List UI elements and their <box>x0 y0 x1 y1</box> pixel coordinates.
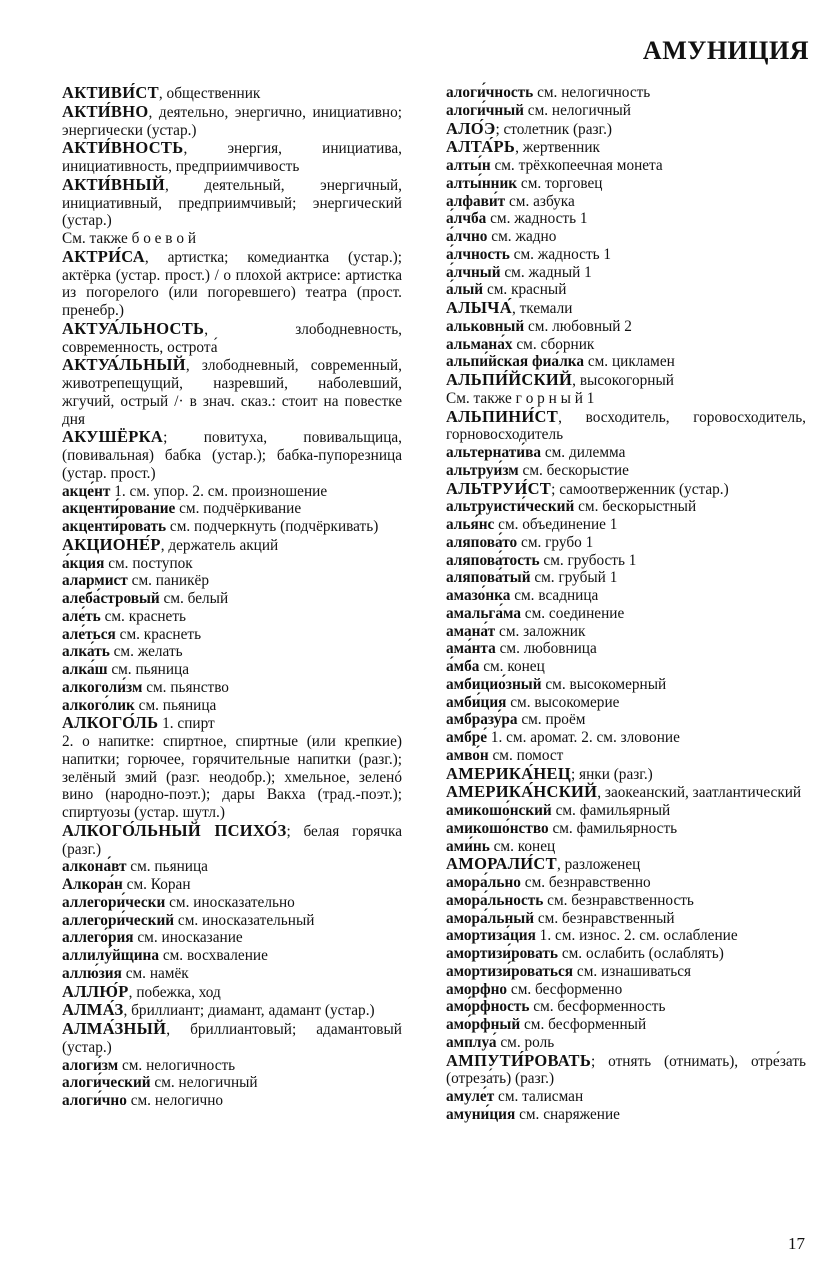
dictionary-entry: ама́нта см. любовница <box>446 640 597 658</box>
dictionary-entry: Алкора́н см. Коран <box>62 876 191 893</box>
dictionary-entry: амортиза́ция 1. см. износ. 2. см. ослабление <box>446 927 738 945</box>
dictionary-entry: альковный см. любовный 2 <box>446 317 632 335</box>
dictionary-entry: ами́нь см. конец <box>446 837 556 855</box>
dictionary-entry: АМЕРИКА́НЕЦ; янки (разг.) <box>446 763 653 783</box>
headword: аллегори́чески <box>62 893 166 911</box>
headword: алкоголи́зм <box>62 678 143 696</box>
dictionary-entry: альтруисти́ческий см. бескорыстный <box>446 498 697 516</box>
dictionary-entry: амуни́ция см. снаряжение <box>446 1105 620 1123</box>
dictionary-entry: АМЕРИКА́НСКИЙ, заокеанский, заатлантический <box>446 782 802 802</box>
dictionary-entry: а́лчно см. жадно <box>446 228 557 245</box>
dictionary-entry: АЛЬПИ́ЙСКИЙ, высокогорный <box>446 370 674 389</box>
dictionary-entry: алоги́зм см. нелогичность <box>62 1056 236 1074</box>
dictionary-entry: См. также г о р н ы й 1 <box>446 389 595 407</box>
dictionary-entry: амикошо́нство см. фамильярность <box>446 819 678 837</box>
dictionary-entry: але́ться см. краснеть <box>62 625 202 643</box>
dictionary-entry: См. также б о е в о й <box>62 230 197 247</box>
headword: аллю́зия <box>62 964 122 982</box>
headword: аляпова́тый <box>446 569 531 587</box>
headword: АМОРАЛИ́СТ <box>446 854 557 874</box>
dictionary-entry: алоги́чный см. нелогичный <box>446 101 631 119</box>
dictionary-entry: АКТИ́ВНОСТЬ, энергия, инициатива, инициативность, предприимчивость <box>62 138 402 175</box>
headword: алоги́ческий <box>62 1074 151 1092</box>
headword: амана́т <box>446 622 496 640</box>
dictionary-entry: амортизи́ровать см. ослабить (ослаблять) <box>446 945 724 962</box>
headword: АМЕРИКА́НЕЦ <box>446 763 571 783</box>
dictionary-entry: АЛЬТРУИ́СТ; самоотверженник (устар.) <box>446 478 729 498</box>
headword: альтернати́ва <box>446 444 541 461</box>
headword: АЛМА́ЗНЫЙ <box>62 1019 167 1038</box>
headword: амикошо́нский <box>446 802 552 819</box>
dictionary-entry: алты́нник см. торговец <box>446 174 603 192</box>
dictionary-entry: алка́ш см. пьяница <box>62 661 190 678</box>
dictionary-entry: акце́нт 1. см. упор. 2. см. произношение <box>62 482 328 500</box>
headword: акценти́ровать <box>62 518 167 535</box>
dictionary-entry: амуле́т см. талисман <box>446 1088 584 1105</box>
headword: аляпова́то <box>446 533 518 551</box>
headword: амора́льность <box>446 891 544 909</box>
dictionary-entry: аляпова́тый см. грубый 1 <box>446 569 618 587</box>
dictionary-entry: алармист см. паникёр <box>62 572 209 590</box>
dictionary-entry: амортизи́роваться см. изнашиваться <box>446 962 692 980</box>
headword: акценти́рование <box>62 500 176 518</box>
dictionary-entry: АМПУТИ́РОВАТЬ; отнять (отнимать), отре́зать (отреза́ть) (разг.) <box>446 1050 806 1088</box>
dictionary-entry: АЛКОГО́ЛЬНЫЙ ПСИХО́З; белая горячка (разг.) <box>62 820 402 858</box>
headword: АЛЛЮ́Р <box>62 981 129 1001</box>
dictionary-entry: амбразу́ра см. проём <box>446 711 586 729</box>
headword: амо́рфность <box>446 998 530 1016</box>
headword: АКЦИОНЕ́Р <box>62 534 161 554</box>
headword: амо́рфный <box>446 1016 521 1033</box>
headword: аллегори́ческий <box>62 911 175 929</box>
dictionary-entry: амазо́нка см. всадница <box>446 587 599 604</box>
dictionary-entry: алка́ть см. желать <box>62 643 183 661</box>
dictionary-entry: амплуа́ см. роль <box>446 1033 555 1051</box>
dictionary-entry: а́мба см. конец <box>446 658 545 675</box>
headword: амплуа́ <box>446 1033 497 1051</box>
dictionary-entry: алкоголи́зм см. пьянство <box>62 678 229 696</box>
dictionary-entry: амора́льность см. безнравственность <box>446 891 694 909</box>
headword: амора́льно <box>446 874 521 891</box>
dictionary-entry: алеба́стровый см. белый <box>62 590 229 607</box>
headword: амво́н <box>446 746 489 764</box>
dictionary-entry: альтруи́зм см. бескорыстие <box>446 461 629 479</box>
headword: алья́нс <box>446 516 495 533</box>
dictionary-entry: алты́н см. трёхкопеечная монета <box>446 157 663 174</box>
dictionary-entry: а́кция см. поступок <box>62 554 193 572</box>
headword: алоги́чный <box>446 101 524 119</box>
dictionary-entry: альпи́йская фиа́лка см. цикламен <box>446 353 675 371</box>
headword: АМЕРИКА́НСКИЙ <box>446 782 598 802</box>
dictionary-entry: АКТИ́ВНО, деятельно, энергично, инициативно; энергически (устар.) <box>62 101 402 139</box>
dictionary-entry: амо́рфный см. бесформенный <box>446 1016 647 1033</box>
headword: альтруи́зм <box>446 461 519 479</box>
headword: амуле́т <box>446 1088 495 1105</box>
headword: АЛКОГО́ЛЬ <box>62 713 159 733</box>
headword: алоги́чно <box>62 1092 127 1109</box>
dictionary-entry: АЛЛЮ́Р, побежка, ход <box>62 981 221 1001</box>
headword: АЛЬПИНИ́СТ <box>446 406 559 426</box>
headword: а́лчный <box>446 263 501 281</box>
headword: альковный <box>446 317 525 335</box>
dictionary-entry: амво́н см. помост <box>446 746 564 764</box>
headword: а́кция <box>62 554 105 572</box>
running-header: АМУНИЦИЯ <box>642 36 809 65</box>
dictionary-entry: алоги́чно см. нелогично <box>62 1092 224 1109</box>
headword: алфави́т <box>446 192 506 210</box>
headword: але́ть <box>62 607 101 625</box>
headword: аллилу́йщина <box>62 947 159 964</box>
headword: алоги́чность <box>446 84 534 101</box>
headword: амбразу́ра <box>446 711 518 729</box>
headword: ама́нта <box>446 640 496 658</box>
headword: алкона́вт <box>62 858 127 876</box>
headword: алоги́зм <box>62 1056 119 1074</box>
headword: АКТИ́ВНО <box>62 101 149 121</box>
dictionary-entry: амора́льно см. безнравственно <box>446 874 651 891</box>
dictionary-entry: АКЦИОНЕ́Р, держатель акций <box>62 534 279 554</box>
dictionary-entry: алкого́лик см. пьяница <box>62 696 217 714</box>
dictionary-entry: аллегори́ческий см. иносказательный <box>62 911 315 929</box>
headword: АЛО́Э <box>446 118 496 138</box>
dictionary-entry: АЛЫЧА́, ткемали <box>446 298 573 317</box>
headword: АМПУТИ́РОВАТЬ <box>446 1050 592 1070</box>
dictionary-entry: АЛКОГО́ЛЬ 1. спирт <box>62 713 215 733</box>
headword: АКТИВИ́СТ <box>62 83 159 102</box>
dictionary-entry: АЛО́Э; столетник (разг.) <box>446 118 613 138</box>
dictionary-entry: АКУШЁРКА; повитуха, повивальщица, (повивальная) бабка (устар.); бабка-пупорезница (устар. прост.) <box>62 427 402 482</box>
dictionary-entry: алья́нс см. объединение 1 <box>446 516 618 533</box>
dictionary-entry: амикошо́нский см. фамильярный <box>446 802 671 819</box>
headword: алеба́стровый <box>62 590 160 607</box>
dictionary-entry: амальга́ма см. соединение <box>446 604 625 622</box>
dictionary-entry: АКТУА́ЛЬНОСТЬ, злободневность, современность, острота́ <box>62 318 402 356</box>
headword: ами́нь <box>446 837 490 855</box>
headword: амби́ция <box>446 693 507 711</box>
headword: а́лый <box>446 281 484 299</box>
headword: алты́н <box>446 157 491 174</box>
headword: Алкора́н <box>62 876 123 893</box>
headword: акце́нт <box>62 482 111 500</box>
headword: АЛКОГО́ЛЬНЫЙ ПСИХО́З <box>62 820 287 840</box>
dictionary-entry: АЛЬПИНИ́СТ, восходитель, горовосходитель, горновосходитель <box>446 406 806 444</box>
headword: АЛЬТРУИ́СТ <box>446 478 552 498</box>
dictionary-entry: АЛМА́З, бриллиант; диамант, адамант (устар.) <box>62 1000 375 1020</box>
dictionary-entry: але́ть см. краснеть <box>62 607 187 625</box>
headword: амальга́ма <box>446 604 521 622</box>
headword: алка́ш <box>62 661 108 678</box>
headword: а́мба <box>446 658 480 675</box>
headword: а́лчба <box>446 210 487 228</box>
dictionary-entry: а́лчность см. жадность 1 <box>446 245 612 263</box>
headword: амбре́ <box>446 729 488 746</box>
dictionary-entry: амора́льный см. безнравственный <box>446 909 675 927</box>
dictionary-entry: акценти́рование см. подчёркивание <box>62 500 302 518</box>
dictionary-entry: аморфно см. бесформенно <box>446 980 623 998</box>
headword: амуни́ция <box>446 1105 516 1123</box>
dictionary-entry: а́лчба см. жадность 1 <box>446 210 588 228</box>
dictionary-entry: АКТИВИ́СТ, общественник <box>62 83 261 102</box>
dictionary-entry: аляпова́тость см. грубость 1 <box>446 551 637 569</box>
dictionary-entry: 2. о напитке: спиртное, спиртные (или крепкие) напитки; горючее, горячительные напитки (разг.); зелёный змий (разг. неодобр.); хмельное, зеленó вино (народно-поэт.); дары Вакха (трад.-поэт.); спиртуозы (устар. шутл.) <box>62 733 402 821</box>
dictionary-entry: а́лчный см. жадный 1 <box>446 263 592 281</box>
dictionary-entry: алоги́чность см. нелогичность <box>446 84 651 101</box>
dictionary-entry: акценти́ровать см. подчеркнуть (подчёркивать) <box>62 518 379 535</box>
headword: АЛЫЧА́ <box>446 298 512 317</box>
headword: амортизи́ровать <box>446 945 559 962</box>
headword: алармист <box>62 572 128 590</box>
headword: аллего́рия <box>62 929 134 947</box>
dictionary-entry: альтернати́ва см. дилемма <box>446 444 626 461</box>
headword: амортиза́ция <box>446 927 536 945</box>
headword: АЛТА́РЬ <box>446 137 516 157</box>
dictionary-entry: амо́рфность см. бесформенность <box>446 998 666 1016</box>
dictionary-entry: алфави́т см. азбука <box>446 192 575 210</box>
dictionary-entry: амби́ция см. высокомерие <box>446 693 620 711</box>
headword: алты́нник <box>446 174 518 192</box>
headword: АКТУА́ЛЬНОСТЬ <box>62 318 205 338</box>
dictionary-entry: АЛТА́РЬ, жертвенник <box>446 137 600 157</box>
dictionary-entry: АКТРИ́СА, артистка; комедиантка (устар.); актёрка (устар. прост.) / о плохой актрисе: артистка из погорелого (или погоревшего) театра (прост. пренебр.) <box>62 246 402 319</box>
headword: альмана́х <box>446 335 513 353</box>
headword: амбицио́зный <box>446 675 542 693</box>
dictionary-entry: АКТИ́ВНЫЙ, деятельный, энергичный, инициативный, предприимчивый; энергический (устар.) <box>62 174 402 230</box>
dictionary-entry: алкона́вт см. пьяница <box>62 858 208 876</box>
right-column <box>446 84 806 1124</box>
headword: альтруисти́ческий <box>446 498 575 516</box>
headword: амазо́нка <box>446 587 511 604</box>
dictionary-entry: алоги́ческий см. нелогичный <box>62 1074 258 1092</box>
headword: але́ться <box>62 625 116 643</box>
dictionary-entry: амбицио́зный см. высокомерный <box>446 675 667 693</box>
dictionary-entry: амана́т см. заложник <box>446 622 586 640</box>
headword: АКТРИ́СА <box>62 246 145 266</box>
headword: амикошо́нство <box>446 819 549 837</box>
headword: алкого́лик <box>62 696 135 714</box>
headword: алка́ть <box>62 643 110 661</box>
headword: АЛЬПИ́ЙСКИЙ <box>446 370 573 389</box>
headword: аляпова́тость <box>446 551 540 569</box>
page-number: 17 <box>788 1234 805 1253</box>
dictionary-entry: а́лый см. красный <box>446 281 567 299</box>
headword: амора́льный <box>446 909 535 927</box>
dictionary-entry: аляпова́то см. грубо 1 <box>446 533 594 551</box>
headword: АКТУА́ЛЬНЫЙ <box>62 355 186 375</box>
dictionary-entry: АМОРАЛИ́СТ, разложенец <box>446 854 641 874</box>
dictionary-entry: аллилу́йщина см. восхваление <box>62 947 268 964</box>
headword: аморфно <box>446 980 508 998</box>
dictionary-entry: аллего́рия см. иносказание <box>62 929 243 947</box>
headword: амортизи́роваться <box>446 962 574 980</box>
headword: АЛМА́З <box>62 1000 124 1020</box>
dictionary-entry: аллю́зия см. намёк <box>62 964 189 982</box>
dictionary-entry: амбре́ 1. см. аромат. 2. см. зловоние <box>446 729 680 746</box>
headword: альпи́йская фиа́лка <box>446 353 585 371</box>
dictionary-entry: АЛМА́ЗНЫЙ, бриллиантовый; адамантовый (устар.) <box>62 1019 402 1056</box>
headword: а́лчно <box>446 228 488 245</box>
dictionary-entry: аллегори́чески см. иносказательно <box>62 893 295 911</box>
dictionary-entry: АКТУА́ЛЬНЫЙ, злободневный, современный, животрепещущий, назревший, наболевший, жгучий, острый /· в знач. сказ.: стоит на повестке дня <box>62 355 402 428</box>
headword: а́лчность <box>446 245 510 263</box>
left-column <box>62 84 402 1110</box>
headword: АКТИ́ВНОСТЬ <box>62 138 184 158</box>
headword: АКУШЁРКА <box>62 427 164 447</box>
headword: АКТИ́ВНЫЙ <box>62 174 165 194</box>
dictionary-entry: альмана́х см. сборник <box>446 335 595 353</box>
